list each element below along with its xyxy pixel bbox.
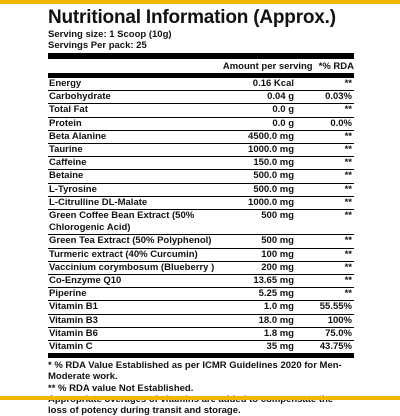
- nutrient-name: Vaccinium corymbosum (Blueberry ): [49, 261, 214, 273]
- nutrition-facts-panel: [48, 4, 354, 416]
- nutrient-amount: 500 mg: [261, 210, 294, 222]
- nutrient-rda: **: [344, 248, 352, 260]
- table-row: [48, 248, 354, 261]
- nutrient-amount: 500 mg: [261, 235, 294, 247]
- footnote-rda: * % RDA Value Established as per ICMR Guidelines 2020 for Men-Moderate work.: [48, 360, 342, 383]
- table-row: [48, 78, 354, 90]
- nutrient-rda: 0.0%: [330, 117, 352, 129]
- table-row: [48, 196, 354, 209]
- column-header: [48, 59, 354, 73]
- nutrient-amount: 18.0 mg: [258, 314, 294, 326]
- nutrient-rda: **: [344, 210, 352, 222]
- nutrient-amount: 1.0 mg: [263, 301, 294, 313]
- bottom-accent-bar: [0, 396, 400, 400]
- nutrient-amount: 0.16 Kcal: [252, 78, 294, 89]
- table-row: [48, 287, 354, 300]
- amount-header: Amount per serving: [222, 60, 313, 72]
- nutrient-rda: **: [344, 183, 352, 195]
- footnote-not-established: ** % RDA value Not Established.: [48, 382, 194, 394]
- nutrient-name: Green Coffee Bean Extract (50% Chlorogenic Acid): [49, 210, 195, 234]
- nutrient-name: Turmeric extract (40% Curcumin): [49, 248, 198, 260]
- nutrient-amount: 0.0 g: [272, 117, 294, 129]
- nutrient-amount: 35 mg: [266, 341, 294, 353]
- nutrient-rda: 100%: [327, 314, 352, 326]
- nutrient-table: [48, 78, 354, 353]
- nutrient-name: Taurine: [49, 144, 83, 156]
- nutrient-name: Vitamin C: [49, 341, 93, 353]
- table-row: [48, 117, 354, 130]
- panel-title: Nutritional Information (Approx.): [48, 7, 336, 28]
- nutrient-amount: 4500.0 mg: [248, 130, 294, 142]
- nutrient-name: Protein: [49, 117, 82, 129]
- nutrient-amount: 0.0 g: [272, 104, 294, 116]
- table-row: [48, 130, 354, 143]
- nutrient-amount: 1000.0 mg: [248, 196, 294, 208]
- nutrient-rda: **: [344, 275, 352, 287]
- nutrient-amount: 500.0 mg: [253, 183, 294, 195]
- nutrient-name: Beta Alanine: [49, 130, 107, 142]
- nutrient-name: Piperine: [49, 288, 87, 300]
- nutrient-amount: 1000.0 mg: [248, 144, 294, 156]
- nutrient-rda: **: [344, 157, 352, 169]
- table-row: [48, 209, 354, 234]
- table-row: [48, 261, 354, 274]
- nutrient-name: Vitamin B1: [49, 301, 98, 313]
- nutrient-name: Energy: [49, 78, 82, 89]
- nutrient-rda: 75.0%: [325, 327, 352, 339]
- nutrient-rda: 55.55%: [319, 301, 352, 313]
- nutrient-amount: 5.25 mg: [258, 288, 294, 300]
- nutrient-rda: 43.75%: [319, 341, 352, 353]
- footnote-overages: loss of potency during transit and storage.: [48, 405, 241, 416]
- nutrient-amount: 500.0 mg: [253, 170, 294, 182]
- nutrient-amount: 100 mg: [261, 248, 294, 260]
- servings-per-pack: Servings Per pack: 25: [48, 40, 147, 51]
- table-row: [48, 169, 354, 182]
- nutrient-amount: 200 mg: [261, 261, 294, 273]
- nutrient-rda: **: [344, 235, 352, 247]
- table-row: [48, 90, 354, 103]
- nutrient-rda: **: [344, 130, 352, 142]
- table-row: [48, 300, 354, 313]
- nutrient-name: Total Fat: [49, 104, 88, 116]
- nutrient-name: Green Tea Extract (50% Polyphenol): [49, 235, 212, 247]
- table-row: [48, 143, 354, 156]
- table-row: [48, 327, 354, 340]
- nutrient-name: L-Citrulline DL-Malate: [49, 196, 148, 208]
- nutrient-name: Co-Enzyme Q10: [49, 275, 122, 287]
- nutrient-rda: **: [344, 170, 352, 182]
- nutrient-rda: **: [344, 288, 352, 300]
- nutrient-name: Caffeine: [49, 157, 87, 169]
- nutrient-amount: 0.04 g: [267, 91, 294, 103]
- nutrient-name: Betaine: [49, 170, 84, 182]
- thick-divider: [48, 353, 354, 358]
- table-row: [48, 234, 354, 247]
- table-row: [48, 156, 354, 169]
- nutrient-rda: **: [344, 144, 352, 156]
- nutrient-name: Vitamin B6: [49, 327, 98, 339]
- nutrient-rda: **: [344, 261, 352, 273]
- nutrient-name: Carbohydrate: [49, 91, 111, 103]
- table-row: [48, 340, 354, 353]
- table-row: [48, 103, 354, 116]
- table-row: [48, 274, 354, 287]
- nutrient-name: L-Tyrosine: [49, 183, 97, 195]
- nutrient-rda: 0.03%: [325, 91, 352, 103]
- nutrient-rda: **: [344, 104, 352, 116]
- nutrient-amount: 150.0 mg: [253, 157, 294, 169]
- nutrient-rda: **: [344, 78, 352, 89]
- nutrient-name: Vitamin B3: [49, 314, 98, 326]
- nutrient-amount: 1.8 mg: [263, 327, 294, 339]
- serving-size: Serving size: 1 Scoop (10g): [48, 29, 172, 40]
- rda-header: *% RDA: [318, 60, 354, 72]
- table-row: [48, 183, 354, 196]
- table-row: [48, 314, 354, 327]
- nutrient-amount: 13.65 mg: [253, 275, 294, 287]
- nutrient-rda: **: [344, 196, 352, 208]
